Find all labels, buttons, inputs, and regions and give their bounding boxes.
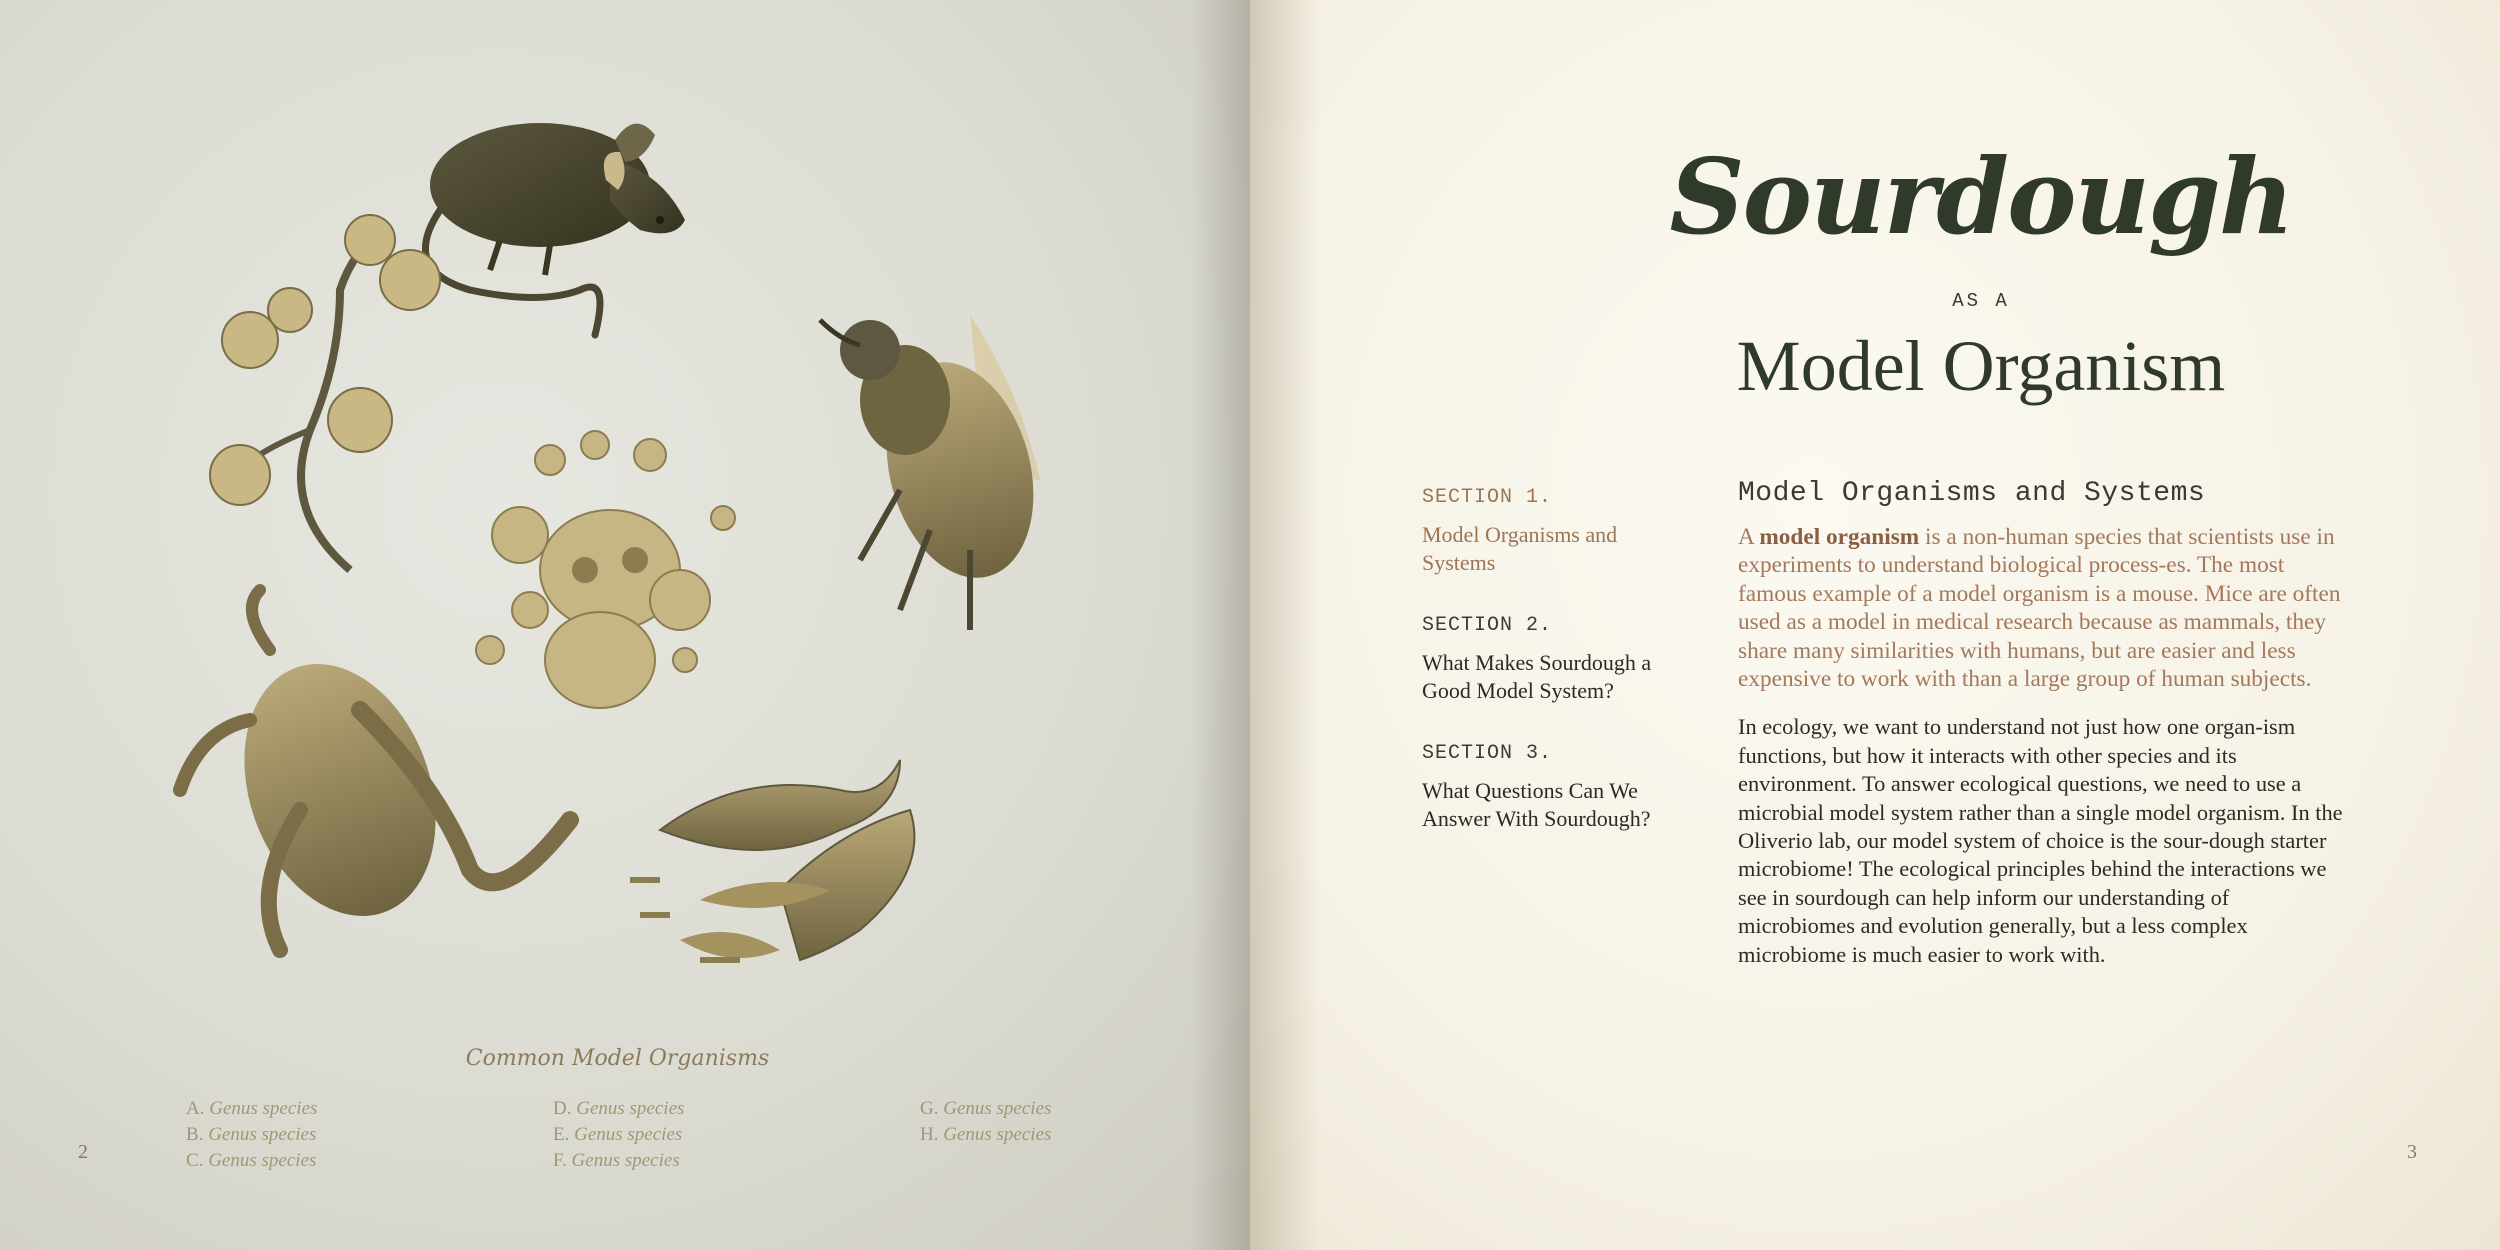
page-subtitle: Model Organism — [1736, 326, 2226, 406]
toc-section-1[interactable] — [1422, 486, 1692, 577]
legend-column — [186, 1096, 317, 1174]
toc-section-title: What Questions Can We Answer With Sourdough? — [1422, 778, 1651, 831]
toc-section-title: Model Organisms and Systems — [1422, 522, 1618, 575]
legend-entry: A. Genus species — [186, 1098, 318, 1119]
figure-caption: Common Model Organisms — [465, 1046, 770, 1071]
legend-entry: H. Genus species — [920, 1124, 1052, 1145]
section-content — [1738, 478, 2350, 969]
legend-entry: G. Genus species — [920, 1098, 1052, 1119]
toc-section-label: SECTION 2. — [1422, 614, 1553, 637]
table-of-contents — [1422, 486, 1692, 870]
legend-entry: C. Genus species — [186, 1150, 317, 1171]
arabidopsis-flower-icon — [210, 215, 440, 570]
frog-icon — [180, 590, 570, 950]
section-heading: Model Organisms and Systems — [1738, 478, 2206, 509]
page-number: 3 — [2407, 1141, 2417, 1163]
yeast-cells-icon — [476, 431, 735, 708]
page-title: Sourdough — [1669, 135, 2293, 258]
legend-column — [553, 1096, 684, 1174]
legend-entry: B. Genus species — [186, 1124, 317, 1145]
toc-section-2[interactable] — [1422, 614, 1692, 705]
page-number: 2 — [78, 1141, 88, 1163]
mouse-icon — [425, 123, 685, 335]
bold-term: model organism — [1759, 524, 1920, 550]
toc-section-3[interactable] — [1422, 742, 1692, 833]
legend-entry: F. Genus species — [553, 1150, 680, 1171]
body-paragraph: In ecology, we want to understand not just how one organ-ism functions, but how it interacts with other species and its environment. To answer ecological questions, we need to use a microbial model system rather than a single model organism. In the Oliverio lab, our model system of choice is the sour-dough starter microbiome! The ecological principles behind the interactions we see in sourdough can help inform our understanding of microbiomes and evolution generally, but a less complex microbiome is much easier to work with. — [1738, 714, 2343, 967]
legend-column — [920, 1096, 1051, 1148]
bee-icon — [820, 315, 1056, 630]
toc-section-label: SECTION 1. — [1422, 486, 1553, 509]
toc-section-title: What Makes Sourdough a Good Model System? — [1422, 650, 1652, 703]
title-connector: AS A — [1952, 290, 2010, 312]
toc-section-label: SECTION 3. — [1422, 742, 1553, 765]
legend-entry: D. Genus species — [553, 1098, 685, 1119]
zebrafish-icon — [630, 760, 914, 960]
legend-entry: E. Genus species — [553, 1124, 683, 1145]
model-organisms-illustration — [140, 90, 1100, 1010]
intro-paragraph: A model organism is a non-human species that scientists use in experiments to understand biological process-es. The most famous example of a model organism is a mouse. Mice are often used as a model in medical research because as mammals, they share many similarities with humans, but are easier and less expensive to work with than a large group of human subjects. — [1738, 524, 2341, 693]
